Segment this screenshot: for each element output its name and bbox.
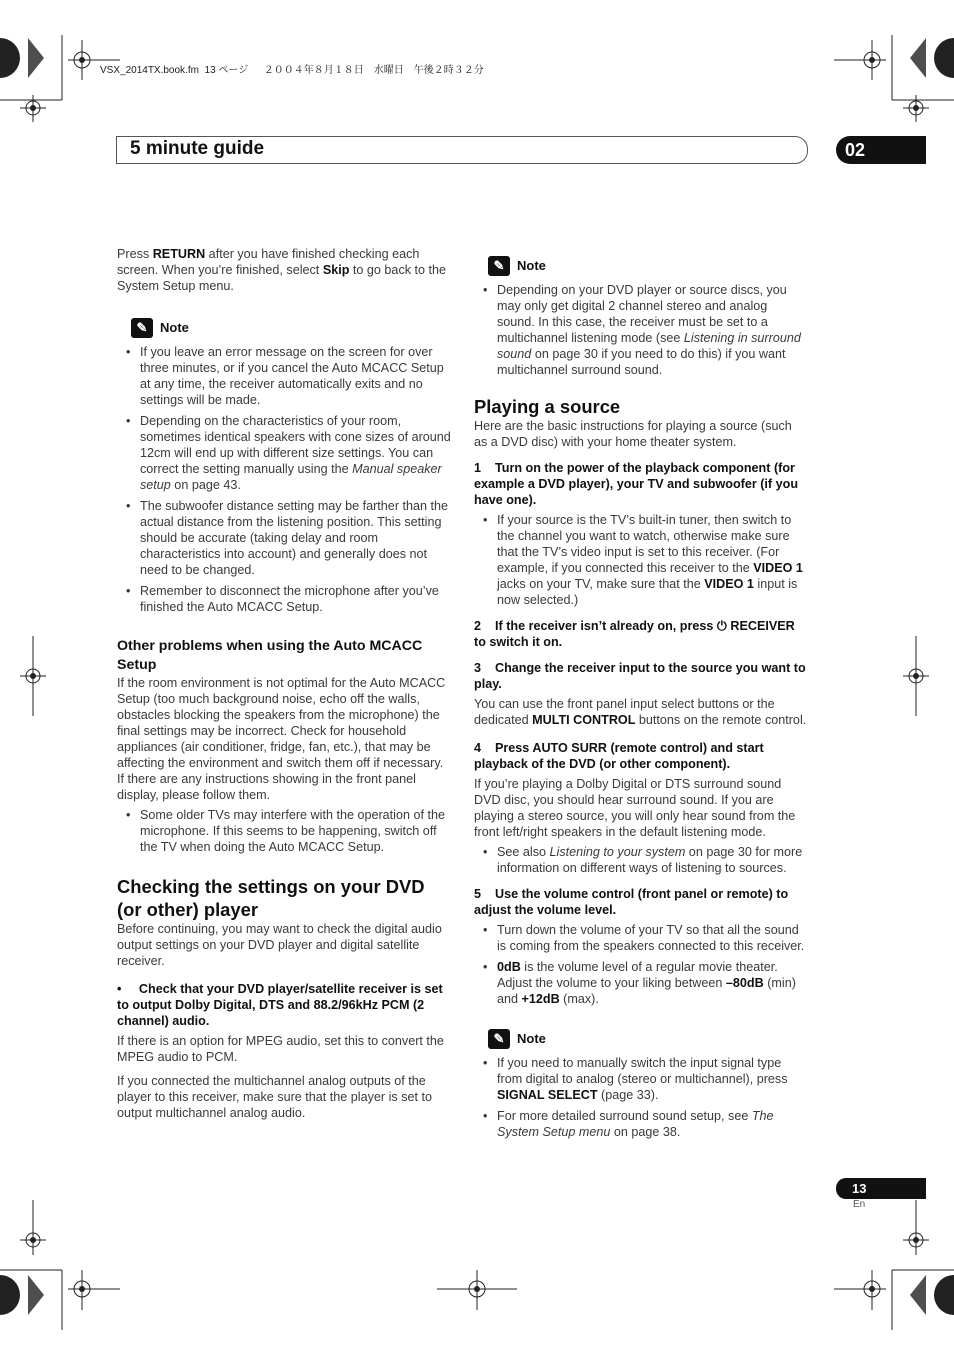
right-column <box>474 256 808 1145</box>
paragraph: If you’re playing a Dolby Digital or DTS surround sound DVD disc, you should hear surround sound. If you are playing a stereo source, you will only hear sound from the front left/right speakers in the default listening mode. <box>474 777 796 839</box>
list-item: • If your source is the TV’s built-in tuner, then switch to the channel you want to watch, otherwise make sure that the TV’s video input is set to this receiver. (For example, if you connected this receiver to the VIDEO 1 jacks on your TV, make sure that the VIDEO 1 input is now selected.) <box>474 512 808 608</box>
pencil-icon: ✎ <box>131 318 153 338</box>
list-item: • Depending on the characteristics of your room, sometimes identical speakers with cone sizes of around 12cm will end up with different size settings. You can correct the setting manually using the Manual speaker setup on page 43. <box>117 413 451 493</box>
section-title: Checking the settings on your DVD (or other) player <box>117 876 425 920</box>
page-number: 13 <box>852 1181 867 1196</box>
chapter-tab <box>836 136 926 164</box>
step-heading: 5 Use the volume control (front panel or remote) to adjust the volume level. <box>474 887 789 917</box>
note-heading: ✎ Note <box>131 318 451 338</box>
step-heading: 4 Press AUTO SURR (remote control) and start playback of the DVD (or other component). <box>474 741 764 771</box>
note-heading: ✎ Note <box>488 256 808 276</box>
list-item: • The subwoofer distance setting may be farther than the actual distance from the listening position. This setting should be accurate (taking delay and room characteristics into account) and generally does not need to be changed. <box>117 498 451 578</box>
list-item: • If you leave an error message on the screen for over three minutes, or if you cancel the Auto MCACC Setup at any time, the receiver automatically exits and no settings will be made. <box>117 344 451 408</box>
paragraph: If you connected the multichannel analog outputs of the player to this receiver, make sure that the player is set to output multichannel analog audio. <box>117 1074 432 1120</box>
list-item: • For more detailed surround sound setup, see The System Setup menu on page 38. <box>474 1108 808 1140</box>
intro-paragraph: Press RETURN after you have finished checking each screen. When you’re finished, select Skip to go back to the System Setup menu. <box>117 247 447 293</box>
list-item: • Depending on your DVD player or source discs, you may only get digital 2 channel stereo and analog sound. In this case, the receiver must be set to a multichannel listening mode (see Listening in surround sound on page 30 if you need to do this) if you want multichannel surround sound. <box>474 282 808 378</box>
list-item: • Turn down the volume of your TV so that all the sound is coming from the speakers connected to this receiver. <box>474 922 808 954</box>
bullet-list <box>474 844 808 876</box>
bullet-list <box>474 922 808 1007</box>
list-item: • See also Listening to your system on page 30 for more information on different ways of listening to sources. <box>474 844 808 876</box>
list-item: • If you need to manually switch the input signal type from digital to analog (stereo or multichannel), press SIGNAL SELECT (page 33). <box>474 1055 808 1103</box>
pencil-icon: ✎ <box>488 1029 510 1049</box>
page-number-tab <box>836 1178 926 1199</box>
language-code: En <box>853 1199 866 1210</box>
page-title: 5 minute guide <box>130 138 265 159</box>
paragraph: Before continuing, you may want to check the digital audio output settings on your DVD player and digital satellite receiver. <box>117 922 442 968</box>
note-heading: ✎ Note <box>488 1029 808 1049</box>
list-item: • 0dB is the volume level of a regular movie theater. Adjust the volume to your liking between –80dB (min) and +12dB (max). <box>474 959 808 1007</box>
chapter-number: 02 <box>845 140 866 160</box>
paragraph: If there is an option for MPEG audio, set this to convert the MPEG audio to PCM. <box>117 1034 444 1064</box>
list-item: • Some older TVs may interfere with the operation of the microphone. If this seems to be happening, switch off the TV when doing the Auto MCACC Setup. <box>117 807 451 855</box>
list-item: • Remember to disconnect the microphone after you’ve finished the Auto MCACC Setup. <box>117 583 451 615</box>
step-heading: 3 Change the receiver input to the source you want to play. <box>474 661 806 691</box>
power-icon: ⏻ <box>716 619 727 633</box>
section-title: Playing a source <box>474 396 621 417</box>
left-column <box>117 246 451 1125</box>
pencil-icon: ✎ <box>488 256 510 276</box>
paragraph: Here are the basic instructions for playing a source (such as a DVD disc) with your home theater system. <box>474 419 792 449</box>
note-list <box>474 282 808 378</box>
section-heading: Other problems when using the Auto MCACC Setup <box>117 638 423 673</box>
step-heading: • Check that your DVD player/satellite receiver is set to output Dolby Digital, DTS and 88.2/96kHz PCM (2 channel) audio. <box>117 982 443 1028</box>
paragraph: You can use the front panel input select buttons or the dedicated MULTI CONTROL buttons on the remote control. <box>474 697 807 727</box>
print-slug: VSX_2014TX.book.fm 13 ページ ２００４年８月１８日 水曜日 午後２時３２分 <box>100 65 484 76</box>
paragraph: If the room environment is not optimal for the Auto MCACC Setup (too much background noise, echo off the walls, obstacles blocking the speakers from the microphone) the final settings may be incorrect. Check for household appliances (air conditioner, fridge, fan, etc.), that may be affecting the environment and switch them off if necessary. If there are any instructions showing in the front panel display, please follow them. <box>117 676 446 802</box>
note-list <box>117 344 451 615</box>
step-heading: 2 If the receiver isn’t already on, press ⏻ RECEIVER to switch it on. <box>474 619 795 649</box>
bullet-list <box>474 512 808 608</box>
step-heading: 1 Turn on the power of the playback component (for example a DVD player), your TV and subwoofer (if you have one). <box>474 461 799 507</box>
note-list <box>474 1055 808 1140</box>
bullet-list <box>117 807 451 855</box>
